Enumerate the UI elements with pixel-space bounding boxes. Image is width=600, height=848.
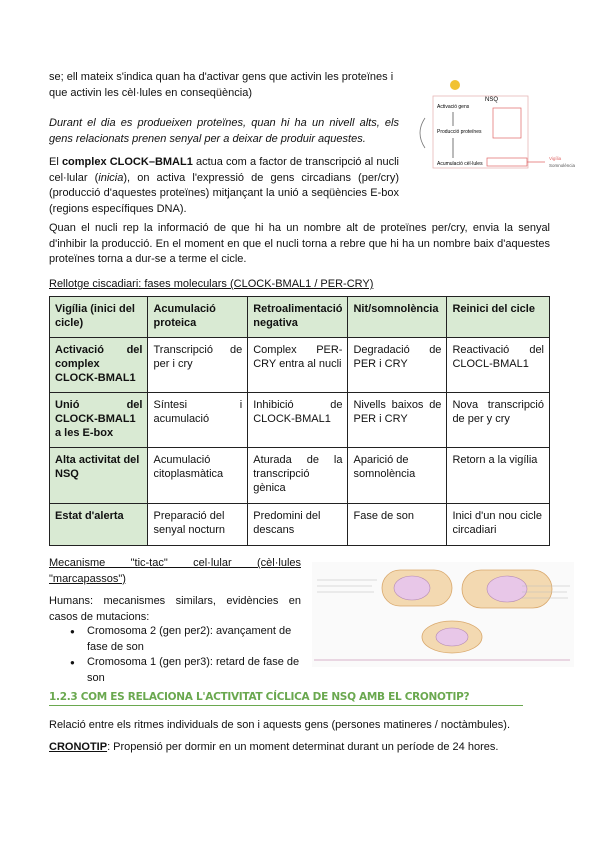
table-header-row xyxy=(50,297,550,338)
nsq-cycle-svg xyxy=(405,78,575,186)
mutation-list xyxy=(49,624,309,686)
diagram-label-nsq: NSQ xyxy=(485,97,499,103)
table-cell: Aparició de somnolència xyxy=(348,448,447,504)
table-cell: Reactivació del CLOCL-BMAL1 xyxy=(447,338,550,393)
cronotip-def: : Propensió per dormir en un moment determinat durant un període de 24 hores. xyxy=(107,741,499,753)
intro-line-2: que activin les cèl·lules en conseqüència) xyxy=(49,87,253,99)
relation-text: Relació entre els ritmes individuals de son i aquests gens (persones matineres / noctàmbules). xyxy=(49,719,511,731)
italic-paragraph: Durant el dia es produeixen proteïnes, quan hi ha un nivell alts, els gens relacionats prenen senyal per a deixar de produir aquestes. xyxy=(49,117,399,145)
mechanism-humans: Humans: mecanismes similars, evidències en casos de mutacions: xyxy=(49,595,301,623)
table-cell: Inhibició de CLOCK-BMAL1 xyxy=(248,393,348,448)
list-item: ● Cromosoma 2 (gen per2): avançament de fase de son xyxy=(49,624,309,655)
table-row xyxy=(50,448,550,504)
table-cell: Fase de son xyxy=(348,504,447,546)
diagram-side-1: Vigília xyxy=(549,156,562,161)
clock-bold: complex CLOCK–BMAL1 xyxy=(61,156,193,168)
table-row xyxy=(50,338,550,393)
table-header: Nit/somnolència xyxy=(348,297,447,338)
table-cell: Unió del CLOCK-BMAL1 a les E-box xyxy=(50,393,148,448)
table-title: Rellotge ciscadiari: fases moleculars (CLOCK-BMAL1 / PER-CRY) xyxy=(49,278,374,290)
list-item: ● Cromosoma 1 (gen per3): retard de fase de son xyxy=(49,655,309,686)
table-cell: Estat d'alerta xyxy=(50,504,148,546)
diagram-label-c: Acumulació cèl·lules xyxy=(437,161,483,167)
table-cell: Degradació de PER i CRY xyxy=(348,338,447,393)
table-header: Vigília (inici del cicle) xyxy=(50,297,148,338)
clock-mid: actua com a factor de transcripció al nucli cel·lular ( xyxy=(49,156,399,184)
table-cell: Síntesi i acumulació xyxy=(148,393,248,448)
section-heading: 1.2.3 COM ES RELACIONA L'ACTIVITAT CÍCLICA DE NSQ AMB EL CRONOTIP? xyxy=(49,691,470,703)
table-header: Acumulació proteica xyxy=(148,297,248,338)
diagram-side-2: Somnolència xyxy=(549,163,575,168)
table-header: Reinici del cicle xyxy=(447,297,550,338)
mechanism-title: Mecanisme "tic-tac" cel·lular (cèl·lules "marcapassos") xyxy=(49,557,301,585)
table-cell: Complex PER-CRY entra al nucli xyxy=(248,338,348,393)
table-cell: Alta activitat del NSQ xyxy=(50,448,148,504)
table-cell: Transcripció de per i cry xyxy=(148,338,248,393)
table-cell: Preparació del senyal nocturn xyxy=(148,504,248,546)
intro-line-1: se; ell mateix s'indica quan ha d'activar gens que activin les proteïnes i xyxy=(49,71,394,83)
sun-icon xyxy=(450,80,460,90)
table-cell: Aturada de la transcripció gènica xyxy=(248,448,348,504)
nucleus-paragraph: Quan el nucli rep la informació de que hi ha un nombre alt de proteïnes per/cry, envia la senyal d'inhibir la producció. En el moment en que el nucli torna a rebre que hi ha un nombre baix d'aquestes proteïnes torna a dur-se a terme el cicle. xyxy=(49,222,550,265)
clock-italic: inicia xyxy=(98,171,124,184)
cronotip-term: CRONOTIP xyxy=(49,741,108,753)
section-heading-rule xyxy=(49,705,523,706)
clock-paragraph xyxy=(49,155,399,217)
table-cell: Activació del complex CLOCK-BMAL1 xyxy=(50,338,148,393)
table-cell: Retorn a la vigília xyxy=(447,448,550,504)
table-header: Retroalimentació negativa xyxy=(248,297,348,338)
table-row xyxy=(50,393,550,448)
table-cell: Acumulació citoplasmàtica xyxy=(148,448,248,504)
clock-post: ), on activa l'expressió de gens circadians (per/cry) (producció d'aquestes proteïnes) mitjançant la unió a seqüències E-box (regions específiques DNA). xyxy=(49,171,400,215)
diagram-label-b: Producció proteïnes xyxy=(437,129,482,135)
table-cell: Nivells baixos de PER i CRY xyxy=(348,393,447,448)
table-cell: Nova transcripció de per y cry xyxy=(447,393,550,448)
table-cell: Predomini del descans xyxy=(248,504,348,546)
nsq-cycle-diagram xyxy=(405,78,575,186)
cronotip-definition xyxy=(49,740,550,756)
diagram-label-a: Activació gens xyxy=(437,104,470,110)
table-row xyxy=(50,504,550,546)
clock-pre: El xyxy=(49,156,62,168)
circadian-phases-table xyxy=(49,296,550,546)
cell-clock-svg xyxy=(312,562,574,667)
cell-clock-figure xyxy=(312,562,574,667)
table-cell: Inici d'un nou cicle circadiari xyxy=(447,504,550,546)
